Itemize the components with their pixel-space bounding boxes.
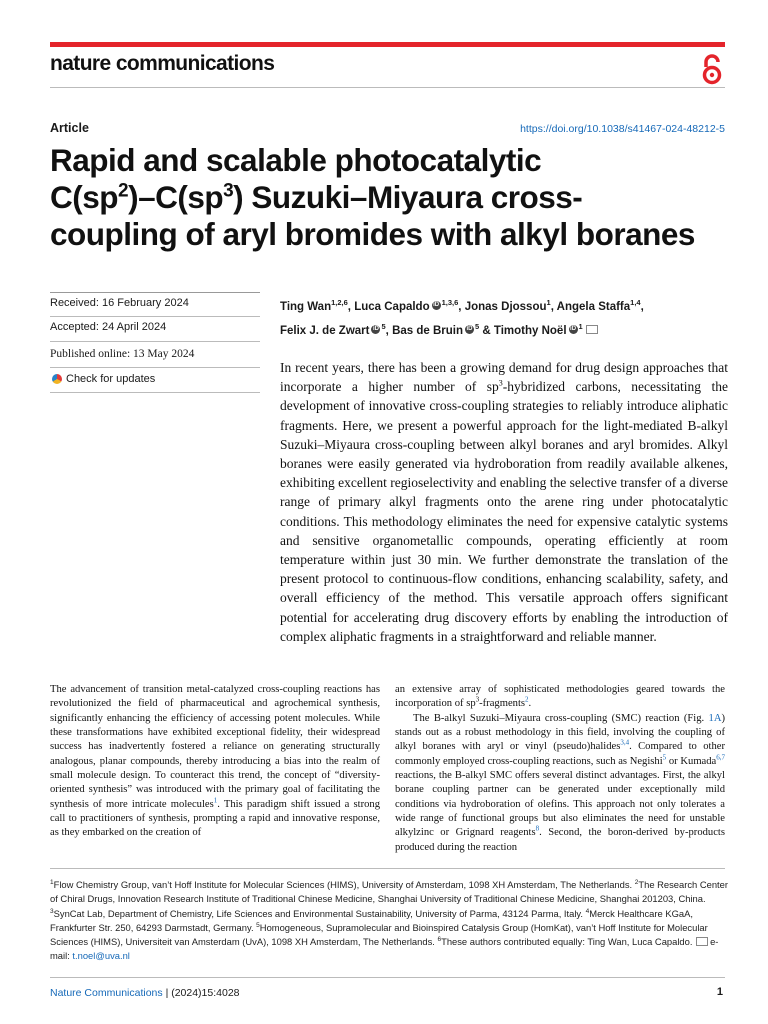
dates-divider xyxy=(50,341,260,342)
paragraph: The B-alkyl Suzuki–Miyaura cross-coupling (SMC) reaction (Fig. 1A) stands out as a robust methodology in this field, involving the coupling of alkyl boranes with aryl or vinyl (pseudo)halides$^{3,4}$. Compared to other commonly employed cross-coupling reactions, such as Negishi$^5$ or Kumada$^{6,7}$ reactions, the B-alkyl SMC offers several distinct advantages. First, the alkyl borane coupling partner can be generated under exceptionally mild conditions via hydroboration of olefins. This approach not only tolerates a wide range of functional groups but also eliminates the need for unstable alkylzinc or Grignard reagents$^8$. Second, the boron-derived by-products produced during the reaction xyxy=(395,712,726,853)
check-for-updates-button[interactable] xyxy=(52,373,155,385)
reference-link[interactable]: 8 xyxy=(535,824,540,833)
paragraph: an extensive array of sophisticated methodologies geared towards the incorporation of $sp^3-fragments^2$. xyxy=(395,684,725,710)
author-name[interactable]: Timothy Noël xyxy=(493,324,567,337)
body-column-right xyxy=(395,683,725,855)
open-access-icon xyxy=(700,52,724,86)
journal-link[interactable]: Nature Communications xyxy=(50,987,163,999)
author-name[interactable]: Bas de Bruin xyxy=(392,324,463,337)
doi-link[interactable]: https://doi.org/10.1038/s41467-024-48212-5 xyxy=(520,123,725,135)
body-column-left: The advancement of transition metal-catalyzed cross-coupling reactions has revolutionized the field of pharmaceutical and agrochemical synthesis, significantly enhancing the efficiency of accessing potent molecules. While these transformations have exhibited exceptional fidelity, their widespread success has inadvertently fostered a reliance on generating structurally analogous, planar compounds, thereby introducing a bias into the realm of small molecule design. To counteract this trend, the concept of “diversity-oriented synthesis” was introduced with the primary goal of facilitating the synthesis of more intricate molecules$^1$. This paradigm shift issued a strong call to practitioners of synthesis, prompting a rapid and innovative response, as they embarked on the creation of xyxy=(50,684,380,839)
orcid-icon[interactable]: iD xyxy=(466,326,473,333)
reference-link[interactable]: 6,7 xyxy=(716,753,726,762)
orcid-icon[interactable]: iD xyxy=(372,326,379,333)
published-date: Published online: 13 May 2024 xyxy=(50,348,195,360)
reference-link[interactable]: 5 xyxy=(662,753,667,762)
article-title: Rapid and scalable photocatalytic $C(sp^2)-C(sp^3)$ Suzuki–Miyaura cross- coupling of aryl bromides with alkyl boranes xyxy=(50,142,695,252)
dates-divider xyxy=(50,316,260,317)
reference-link[interactable]: 1 xyxy=(213,796,218,805)
email-icon[interactable] xyxy=(586,325,598,334)
author-name[interactable]: Angela Staffa xyxy=(556,300,631,313)
reference-link[interactable]: 3,4 xyxy=(620,738,630,747)
author-name[interactable]: Ting Wan xyxy=(280,300,332,313)
reference-link[interactable]: 2 xyxy=(525,695,529,704)
author-name[interactable]: Felix J. de Zwart xyxy=(280,324,370,337)
check-updates-icon xyxy=(52,374,62,384)
author-list: Ting Wan$^{1,2,6}$, Luca Capaldo iD $^{1,3,6}$, Jonas Djossou$^1$, Angela Staffa$^{1,4}$, Felix J. de Zwart iD $^5$, Bas de Bruin iD $^5$ & Timothy Noël iD $^1$ xyxy=(280,298,644,337)
dates-divider-bottom xyxy=(50,392,260,393)
received-date: Received: 16 February 2024 xyxy=(50,297,189,309)
affiliations: $^1$Flow Chemistry Group, van’t Hoff Institute for Molecular Sciences (HIMS), University of Amsterdam, 1098 XH Amsterdam, The Netherlands. $^2$The Research Center of Chiral Drugs, Innovation Research Institute of Traditional Chinese Medicine, Shanghai University of Traditional Chinese Medicine, Shanghai 201203, China. $^3$SynCat Lab, Department of Chemistry, Life Sciences and Environmental Sustainability, University of Parma, 43124 Parma, Italy. $^4$Merck Healthcare KGaA, Frankfurter Str. 250, 64293 Darmstadt, Germany. $^5$Homogeneous, Supramolecular and Bioinspired Catalysis Group (HomKat), van’t Hoff Institute for Molecular Sciences (HIMS), Universiteit van Amsterdam (UvA), 1098 XH Amsterdam, The Netherlands. $^6$These authors contributed equally: Ting Wan, Luca Capaldo. e-mail: t.noel@uva.nl xyxy=(50,878,729,962)
author-name[interactable]: Luca Capaldo xyxy=(354,300,430,313)
article-type: Article xyxy=(50,121,89,135)
figure-link[interactable]: 1A xyxy=(708,712,722,724)
footer-divider xyxy=(50,977,725,978)
dates-divider xyxy=(50,367,260,368)
journal-name: nature communications xyxy=(50,52,275,75)
check-updates-label: Check for updates xyxy=(66,373,156,385)
abstract: In recent years, there has been a growing demand for drug design approaches that incorporate a higher number of $sp^3$-hybridized carbons, necessitating the development of innovative cross-coupling strategies to reliably introduce aliphatic fragments. Here, we present a powerful approach for the light-mediated B-alkyl Suzuki–Miyaura cross-coupling between alkyl boranes and aryl bromides. Alkyl boranes were easily generated via hydroboration from readily available alkenes, exhibiting excellent regioselectivity and enabling the selective transfer of a diverse range of primary alkyl fragments onto the arene ring under photocatalytic conditions. This methodology eliminates the need for expensive catalytic systems and sensitive organometallic compounds, operating efficiently at room temperature within just 30 min. We further demonstrate the translation of the present protocol to continuous-flow conditions, enhancing scalability, safety, and overall efficiency of the method. This versatile approach offers significant potential for accelerating drug discovery efforts by enabling the introduction of complex aliphatic fragments in a straightforward and reliable manner. xyxy=(280,360,728,644)
footer-citation: Nature Communications | (2024)15:4028 xyxy=(50,987,240,999)
orcid-icon[interactable]: iD xyxy=(433,302,440,309)
email-icon xyxy=(696,937,708,946)
header-divider xyxy=(50,87,725,88)
affiliations-divider xyxy=(50,868,725,869)
page-number: 1 xyxy=(716,986,723,998)
email-link[interactable]: t.noel@uva.nl xyxy=(72,950,130,962)
author-name[interactable]: Jonas Djossou xyxy=(464,300,547,313)
dates-divider-top xyxy=(50,292,260,293)
accepted-date: Accepted: 24 April 2024 xyxy=(50,321,167,333)
orcid-icon[interactable]: iD xyxy=(570,326,577,333)
header-accent-bar xyxy=(50,42,725,47)
